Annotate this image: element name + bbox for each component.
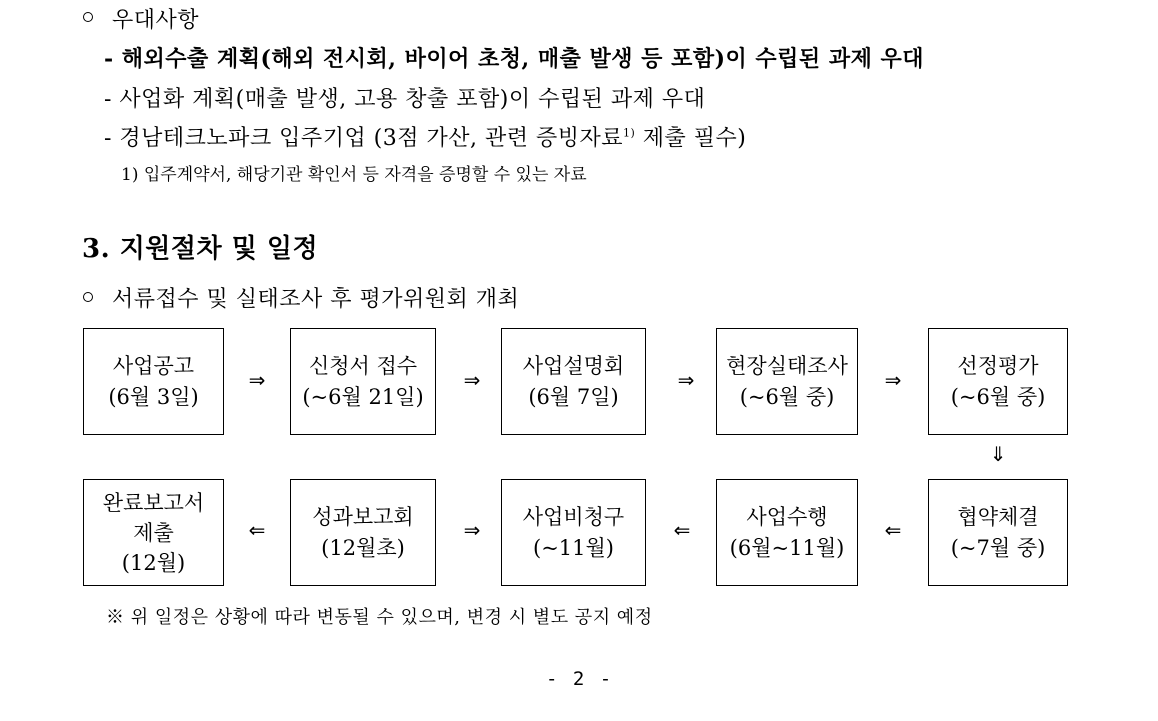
right-arrow-icon: ⇒ [677,368,695,392]
preference-item-3-text: - 경남테크노파크 입주기업 (3점 가산, 관련 증빙자료 [104,126,624,151]
flow-step-announcement [83,328,224,435]
step-title-2: 제출 [133,520,174,545]
flow-step-site-inspection [716,328,858,435]
footnote-marker: 1) [623,126,636,140]
preference-item-3 [104,121,746,152]
left-arrow-icon: ⇐ [673,518,691,542]
section-heading: 3. 지원절차 및 일정 [82,234,319,264]
preference-item-2: - 사업화 계획(매출 발생, 고용 창출 포함)이 수립된 과제 우대 [104,87,706,112]
flow-step-application [290,328,436,435]
step-title: 사업설명회 [522,353,625,378]
page-number: - 2 - [546,668,614,690]
step-date: (~11월) [533,535,614,560]
flow-step-results-report [290,479,436,586]
step-date: (12월초) [321,535,405,560]
step-date: (6월 7일) [528,384,619,409]
left-arrow-icon: ⇐ [248,518,266,542]
step-date: (6월 3일) [108,384,199,409]
right-arrow-icon: ⇒ [463,518,481,542]
down-arrow-icon: ⇓ [989,442,1007,466]
step-title: 현장실태조사 [726,353,848,378]
step-title: 완료보고서 [102,490,205,515]
left-arrow-icon: ⇐ [884,518,902,542]
flow-step-final-report [83,479,224,586]
right-arrow-icon: ⇒ [248,368,266,392]
flow-step-expense-claim [501,479,646,586]
right-arrow-icon: ⇒ [884,368,902,392]
bullet-circle-icon [83,12,93,22]
schedule-note: ※ 위 일정은 상황에 따라 변동될 수 있으며, 변경 시 별도 공지 예정 [106,607,653,628]
flow-step-selection [928,328,1068,435]
step-title: 협약체결 [957,504,1039,529]
step-title: 사업공고 [112,353,195,378]
section-subtitle: 서류접수 및 실태조사 후 평가위원회 개최 [112,287,520,312]
flow-step-execution [716,479,858,586]
step-date: (~6월 21일) [302,384,424,409]
flow-step-agreement [928,479,1068,586]
right-arrow-icon: ⇒ [463,368,481,392]
step-title: 사업수행 [746,504,828,529]
step-date: (6월~11월) [729,535,845,560]
preference-footnote: 1) 입주계약서, 해당기관 확인서 등 자격을 증명할 수 있는 자료 [121,165,587,185]
step-title: 사업비청구 [522,504,625,529]
step-title: 성과보고회 [312,504,414,529]
step-date: (~7월 중) [950,535,1046,560]
step-title: 선정평가 [957,353,1039,378]
preference-item-3-end: 제출 필수) [635,126,747,151]
preference-item-1: - 해외수출 계획(해외 전시회, 바이어 초청, 매출 발생 등 포함)이 수립된 과제 우대 [104,46,924,72]
step-title: 신청서 접수 [308,353,418,378]
step-date: (~6월 중) [950,384,1046,409]
step-date: (12월) [121,550,186,575]
step-date: (~6월 중) [739,384,835,409]
bullet-circle-icon [83,292,93,302]
preference-title: 우대사항 [112,8,200,33]
flow-step-briefing [501,328,646,435]
